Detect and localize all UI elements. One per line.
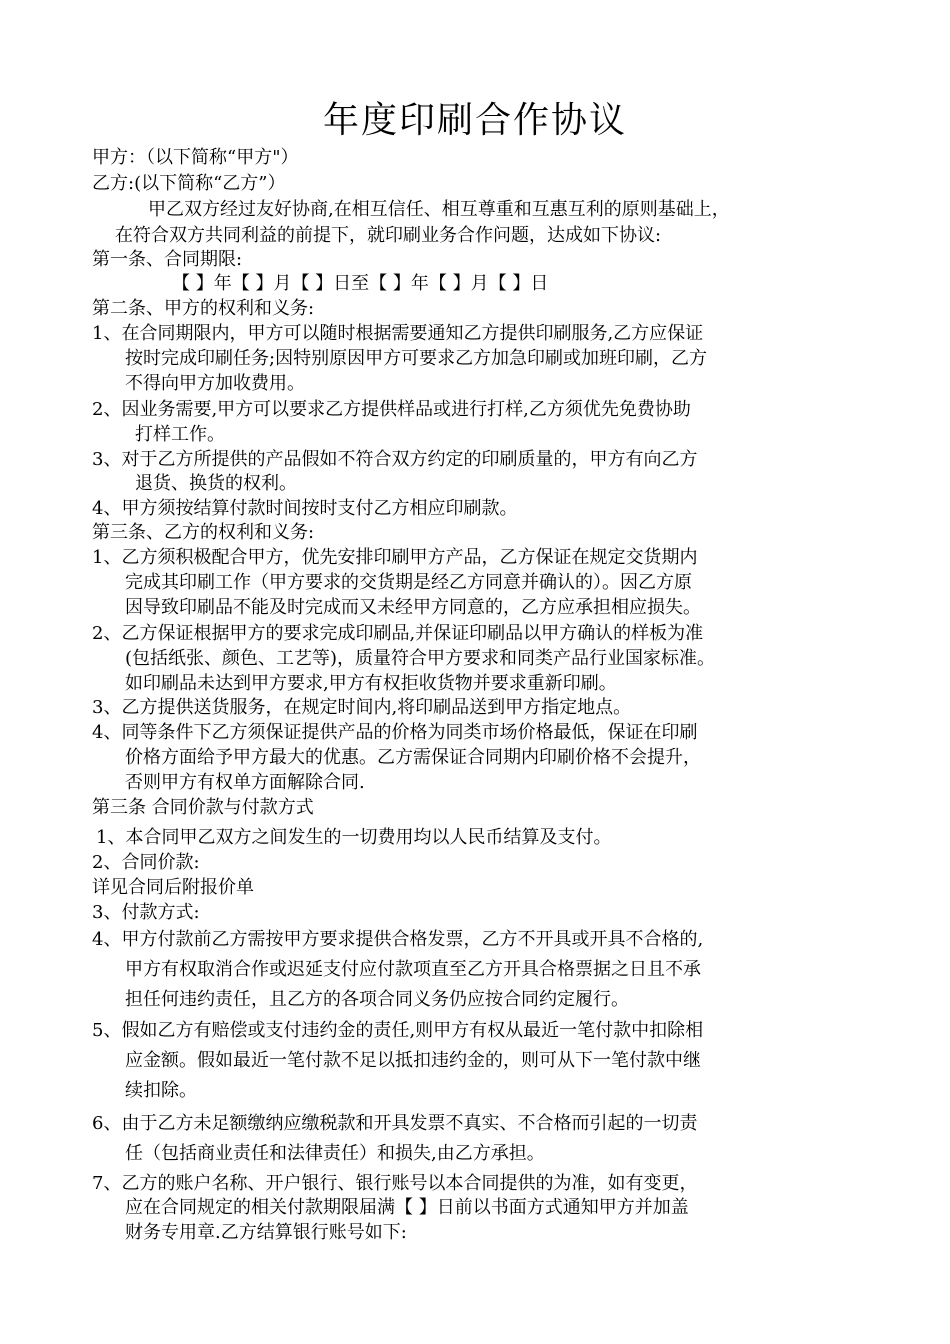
clause-line: 2、因业务需要,甲方可以要求乙方提供样品或进行打样,乙方须优先免费协助	[92, 399, 691, 420]
clause-line: 2、乙方保证根据甲方的要求完成印刷品,并保证印刷品以甲方确认的样板为准	[92, 623, 704, 644]
clause-line: 如印刷品未达到甲方要求,甲方有权拒收货物并要求重新印刷。	[125, 673, 617, 694]
clause-line: 续扣除。	[125, 1080, 197, 1101]
clause-line: 担任何违约责任，且乙方的各项合同义务仍应按合同约定履行。	[125, 989, 629, 1010]
clause-line: 4、甲方付款前乙方需按甲方要求提供合格发票，乙方不开具或开具不合格的,	[92, 929, 704, 950]
clause-line: 7、乙方的账户名称、开户银行、银行账号以本合同提供的为准，如有变更，	[92, 1173, 698, 1194]
clause-line: 价格方面给予甲方最大的优惠。乙方需保证合同期内印刷价格不会提升，	[125, 747, 701, 768]
clause-line: 应在合同规定的相关付款期限届满【 】日前以书面方式通知甲方并加盖	[125, 1197, 689, 1218]
clause-line: 甲方有权取消合作或迟延支付应付款项直至乙方开具合格票据之日且不承	[125, 959, 701, 980]
clause-line: 6、由于乙方未足额缴纳应缴税款和开具发票不真实、不合格而引起的一切责	[92, 1113, 698, 1134]
contract-period-line: 【 】年【 】月【 】日至【 】年【 】月【 】日	[172, 273, 549, 294]
party-b-line: 乙方:(以下简称“乙方”）	[92, 173, 286, 194]
clause-line: (包括纸张、颜色、工艺等)，质量符合甲方要求和同类产品行业国家标准。	[125, 648, 716, 669]
clause-line: 1、本合同甲乙双方之间发生的一切费用均以人民币结算及支付。	[96, 827, 612, 848]
clause-line: 1、在合同期限内，甲方可以随时根据需要通知乙方提供印刷服务,乙方应保证	[92, 323, 704, 344]
clause-line: 财务专用章.乙方结算银行账号如下:	[125, 1222, 407, 1243]
document-title: 年度印刷合作协议	[322, 100, 627, 141]
article-heading: 第三条 合同价款与付款方式	[92, 797, 314, 818]
clause-line: 4、同等条件下乙方须保证提供产品的价格为同类市场价格最低，保证在印刷	[92, 722, 698, 743]
clause-line: 否则甲方有权单方面解除合同.	[125, 772, 365, 793]
clause-line: 任（包括商业责任和法律责任）和损失,由乙方承担。	[125, 1143, 545, 1164]
clause-line: 4、甲方须按结算付款时间按时支付乙方相应印刷款。	[92, 498, 518, 519]
article-heading: 第二条、甲方的权利和义务:	[92, 298, 315, 319]
clause-line: 2、合同价款:	[92, 852, 200, 873]
clause-line: 不得向甲方加收费用。	[125, 373, 305, 394]
party-a-line: 甲方：（以下简称“甲方"）	[92, 147, 299, 168]
clause-line: 应金额。假如最近一笔付款不足以抵扣违约金的，则可从下一笔付款中继	[125, 1050, 701, 1071]
preamble-line: 在符合双方共同利益的前提下，就印刷业务合作问题，达成如下协议:	[115, 225, 662, 246]
clause-line: 3、付款方式:	[92, 902, 200, 923]
preamble-line: 甲乙双方经过友好协商,在相互信任、相互尊重和互惠互利的原则基础上，	[148, 199, 730, 220]
clause-line: 详见合同后附报价单	[92, 877, 254, 898]
clause-line: 打样工作。	[135, 424, 225, 445]
clause-line: 5、假如乙方有赔偿或支付违约金的责任,则甲方有权从最近一笔付款中扣除相	[92, 1020, 704, 1041]
article-heading: 第三条、乙方的权利和义务:	[92, 522, 315, 543]
clause-line: 退货、换货的权利。	[135, 473, 297, 494]
clause-line: 3、乙方提供送货服务，在规定时间内,将印刷品送到甲方指定地点。	[92, 697, 632, 718]
clause-line: 因导致印刷品不能及时完成而又未经甲方同意的，乙方应承担相应损失。	[125, 597, 701, 618]
clause-line: 3、对于乙方所提供的产品假如不符合双方约定的印刷质量的，甲方有向乙方	[92, 449, 698, 470]
clause-line: 按时完成印刷任务;因特别原因甲方可要求乙方加急印刷或加班印刷，乙方	[125, 348, 708, 369]
article-heading: 第一条、合同期限:	[92, 249, 243, 270]
clause-line: 1、乙方须积极配合甲方，优先安排印刷甲方产品，乙方保证在规定交货期内	[92, 547, 698, 568]
clause-line: 完成其印刷工作（甲方要求的交货期是经乙方同意并确认的）。因乙方原	[125, 572, 692, 593]
